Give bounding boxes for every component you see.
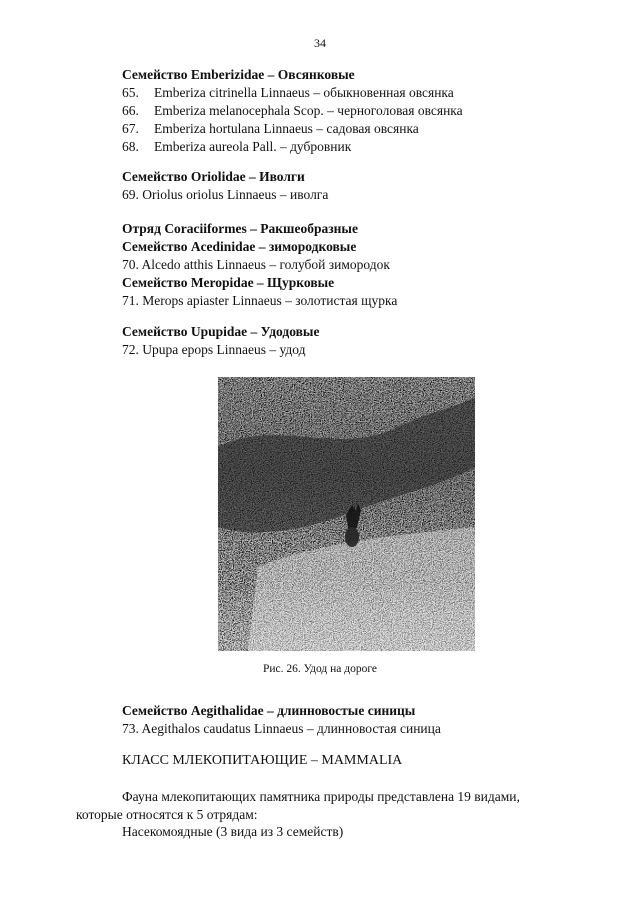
list-item: 65. Emberiza citrinella Linnaeus – обыкновенная овсянка <box>122 85 454 100</box>
class-mammalia-heading: КЛАСС МЛЕКОПИТАЮЩИЕ – MAMMALIA <box>122 753 403 768</box>
heading-emberizidae: Семейство Emberizidae – Овсянковые <box>122 67 355 82</box>
list-item: 71. Merops apiaster Linnaeus – золотистая щурка <box>122 293 398 308</box>
mammalia-paragraph-line1: Фауна млекопитающих памятника природы представлена 19 видами, <box>122 789 520 804</box>
list-item: 70. Alcedo atthis Linnaeus – голубой зимородок <box>122 257 390 272</box>
list-item: 72. Upupa epops Linnaeus – удод <box>122 342 306 357</box>
heading-order-coraciiformes: Отряд Coraciiformes – Ракшеобразные <box>122 221 358 236</box>
list-item: 73. Aegithalos caudatus Linnaeus – длинновостая синица <box>122 721 441 736</box>
heading-upupidae: Семейство Upupidae – Удодовые <box>122 324 320 339</box>
heading-aegithalidae: Семейство Aegithalidae – длинновостые синицы <box>122 703 416 718</box>
section-coraciiformes <box>122 220 592 310</box>
list-item: 67. Emberiza hortulana Linnaeus – садовая овсянка <box>122 121 419 136</box>
heading-alcedinidae: Семейство Acedinidae – зимородковые <box>122 239 357 254</box>
section-upupidae <box>122 323 592 359</box>
heading-meropidae: Семейство Meropidae – Щурковые <box>122 275 335 290</box>
heading-oriolidae: Семейство Oriolidae – Иволги <box>122 169 305 184</box>
mammalia-insectivores-line: Насекомоядные (3 вида из 3 семейств) <box>122 824 344 839</box>
list-item: 68. Emberiza aureola Pall. – дубровник <box>122 139 352 154</box>
section-oriolidae <box>122 168 592 204</box>
hoopoe-on-road-photo <box>218 377 475 651</box>
section-emberizidae <box>122 66 592 156</box>
mammalia-paragraph-line2: которые относятся к 5 отрядам: <box>76 807 258 822</box>
page-number: 34 <box>314 36 326 50</box>
list-item: 66. Emberiza melanocephala Scop. – черноголовая овсянка <box>122 103 463 118</box>
list-item: 69. Oriolus oriolus Linnaeus – иволга <box>122 187 329 202</box>
figure-caption: Рис. 26. Удод на дороге <box>262 663 378 675</box>
section-aegithalidae <box>122 702 592 738</box>
